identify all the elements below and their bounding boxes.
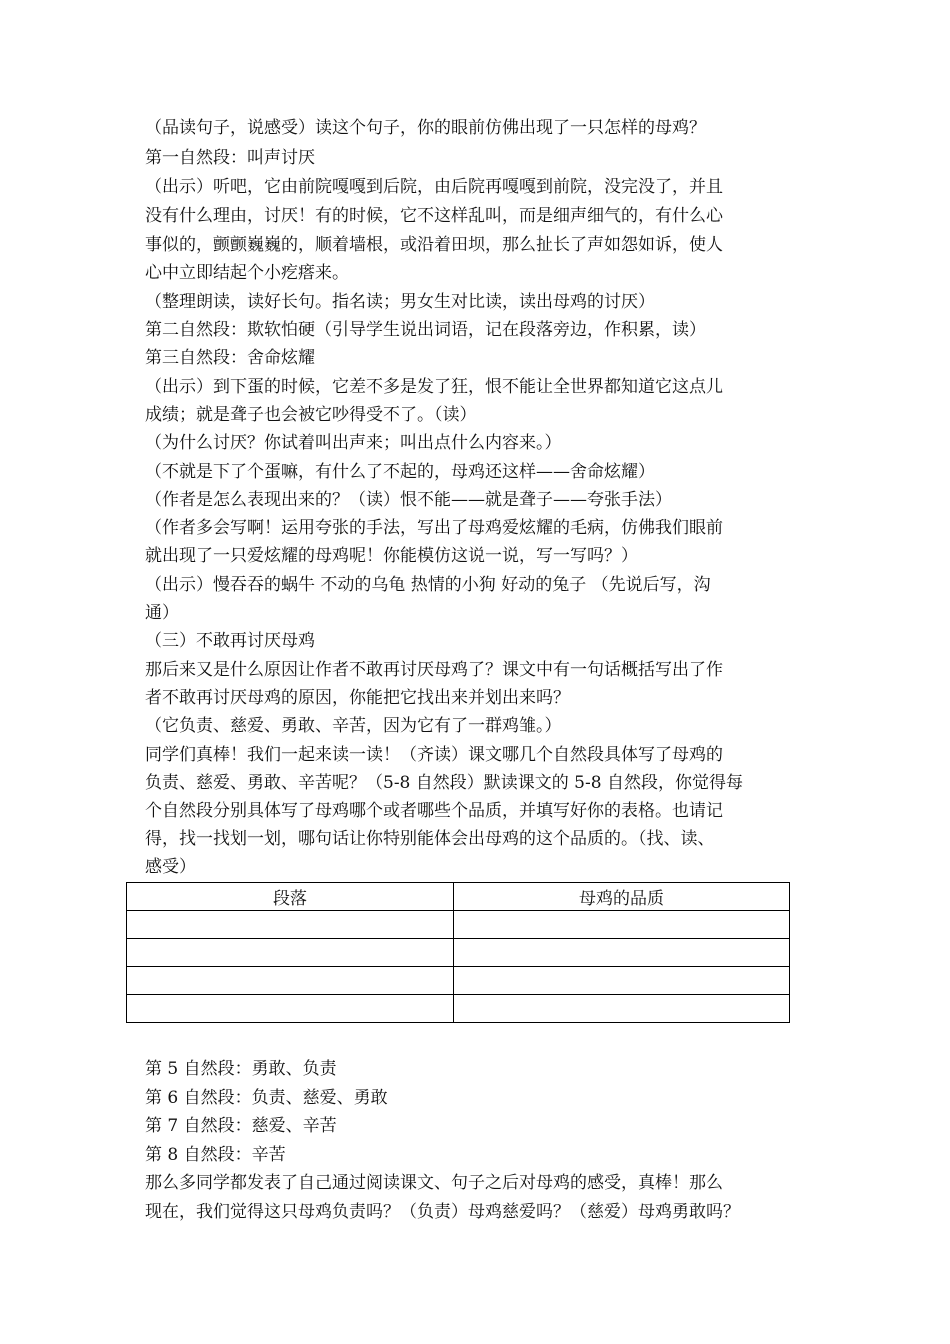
section-heading: 第三自然段：舍命炫耀 bbox=[145, 348, 315, 368]
paragraph-line: 没有什么理由，讨厌！有的时候，它不这样乱叫，而是细声细气的，有什么心 bbox=[145, 206, 723, 226]
paragraph-line: （为什么讨厌？你试着叫出声来；叫出点什么内容来。） bbox=[145, 433, 562, 453]
header-paragraph: 段落 bbox=[127, 883, 454, 911]
table-row bbox=[127, 995, 790, 1023]
table-header-row bbox=[127, 883, 790, 911]
answer-line: 第 7 自然段：慈爱、辛苦 bbox=[145, 1116, 337, 1136]
table-cell bbox=[127, 995, 454, 1023]
header-quality: 母鸡的品质 bbox=[454, 883, 790, 911]
paragraph-line: 事似的，颤颤巍巍的，顺着墙根，或沿着田坝，那么扯长了声如怨如诉，使人 bbox=[145, 235, 723, 255]
quality-table bbox=[126, 882, 790, 1023]
paragraph-line: （出示）听吧，它由前院嘎嘎到后院，由后院再嘎嘎到前院，没完没了，并且 bbox=[145, 177, 723, 197]
paragraph-line: 那后来又是什么原因让作者不敢再讨厌母鸡了？课文中有一句话概括写出了作 bbox=[145, 660, 723, 680]
paragraph-line: （出示）到下蛋的时候，它差不多是发了狂，恨不能让全世界都知道它这点儿 bbox=[145, 377, 723, 397]
paragraph-line: 成绩；就是聋子也会被它吵得受不了。（读） bbox=[145, 405, 477, 425]
table-cell bbox=[454, 911, 790, 939]
table-cell bbox=[454, 995, 790, 1023]
paragraph-line: 同学们真棒！我们一起来读一读！（齐读）课文哪几个自然段具体写了母鸡的 bbox=[145, 745, 723, 765]
paragraph-line: （整理朗读，读好长句。指名读；男女生对比读，读出母鸡的讨厌） bbox=[145, 292, 655, 312]
table-row bbox=[127, 911, 790, 939]
paragraph-line: 感受） bbox=[145, 857, 196, 877]
paragraph-line: 心中立即结起个小疙瘩来。 bbox=[145, 263, 349, 283]
table-cell bbox=[127, 967, 454, 995]
paragraph-line: 现在，我们觉得这只母鸡负责吗？（负责）母鸡慈爱吗？（慈爱）母鸡勇敢吗？ bbox=[145, 1202, 740, 1222]
paragraph-line: 得，找一找划一划，哪句话让你特别能体会出母鸡的这个品质的。（找、读、 bbox=[145, 829, 715, 849]
paragraph-line: （出示）慢吞吞的蜗牛 不动的乌龟 热情的小狗 好动的兔子 （先说后写，沟 bbox=[145, 575, 711, 595]
answer-line: 第 8 自然段：辛苦 bbox=[145, 1145, 286, 1165]
paragraph-line: （不就是下了个蛋嘛，有什么了不起的，母鸡还这样——舍命炫耀） bbox=[145, 462, 655, 482]
paragraph-line: （品读句子，说感受）读这个句子，你的眼前仿佛出现了一只怎样的母鸡？ bbox=[145, 118, 706, 138]
paragraph-line: 个自然段分别具体写了母鸡哪个或者哪些个品质，并填写好你的表格。也请记 bbox=[145, 801, 723, 821]
paragraph-line: 就出现了一只爱炫耀的母鸡呢！你能模仿这说一说，写一写吗？） bbox=[145, 546, 638, 566]
answer-line: 第 5 自然段：勇敢、负责 bbox=[145, 1059, 337, 1079]
paragraph-line: （作者是怎么表现出来的？（读）恨不能——就是聋子——夸张手法） bbox=[145, 490, 672, 510]
table-row bbox=[127, 967, 790, 995]
answer-line: 第 6 自然段：负责、慈爱、勇敢 bbox=[145, 1088, 388, 1108]
table-cell bbox=[127, 911, 454, 939]
paragraph-line: （作者多会写啊！运用夸张的手法，写出了母鸡爱炫耀的毛病，仿佛我们眼前 bbox=[145, 518, 723, 538]
table-row bbox=[127, 939, 790, 967]
section-heading: 第一自然段：叫声讨厌 bbox=[145, 148, 315, 168]
paragraph-line: 负责、慈爱、勇敢、辛苦呢？（5-8 自然段）默读课文的 5-8 自然段，你觉得每 bbox=[145, 773, 743, 793]
table-cell bbox=[127, 939, 454, 967]
section-heading: 第二自然段：欺软怕硬（引导学生说出词语，记在段落旁边，作积累，读） bbox=[145, 320, 706, 340]
table-cell bbox=[454, 967, 790, 995]
paragraph-line: （它负责、慈爱、勇敢、辛苦，因为它有了一群鸡雏。） bbox=[145, 716, 562, 736]
paragraph-line: 者不敢再讨厌母鸡的原因，你能把它找出来并划出来吗？ bbox=[145, 688, 570, 708]
table-cell bbox=[454, 939, 790, 967]
paragraph-line: 那么多同学都发表了自己通过阅读课文、句子之后对母鸡的感受，真棒！那么 bbox=[145, 1173, 723, 1193]
section-heading: （三）不敢再讨厌母鸡 bbox=[145, 631, 315, 651]
paragraph-line: 通） bbox=[145, 603, 179, 623]
